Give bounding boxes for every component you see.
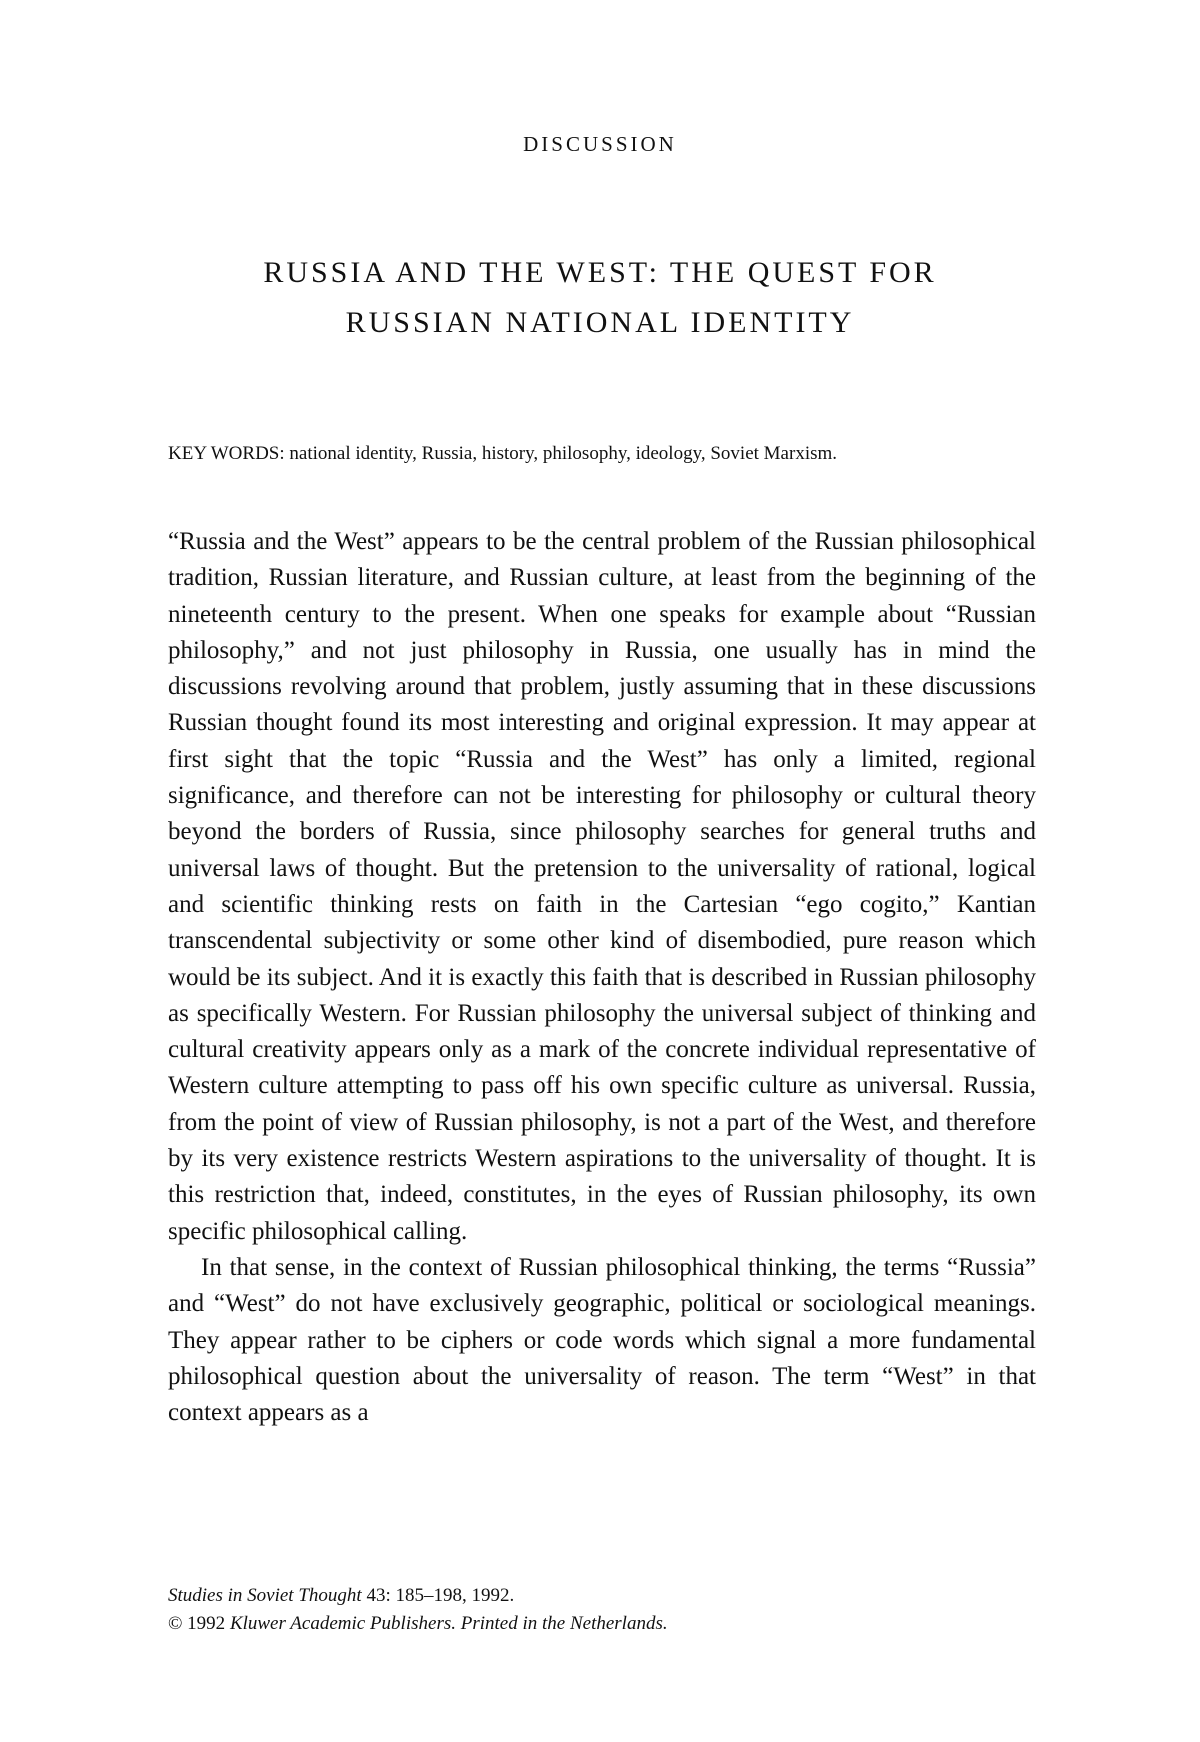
article-title bbox=[0, 248, 1200, 348]
article-title-line-1: RUSSIA AND THE WEST: THE QUEST FOR bbox=[263, 256, 937, 289]
publisher-note: Kluwer Academic Publishers. Printed in the Netherlands. bbox=[229, 1613, 668, 1634]
body-paragraph-1: “Russia and the West” appears to be the central problem of the Russian philosophical tradition, Russian literature, and Russian culture, at least from the beginning of the nineteenth century to the present. When one speaks for example about “Russian philosophy,” and not just philosophy in Russia, one usually has in mind the discussions revolving around that problem, justly assuming that in these discussions Russian thought found its most interesting and original expression. It may appear at first sight that the topic “Russia and the West” has only a limited, regional significance, and therefore can not be interesting for philosophy or cultural theory beyond the borders of Russia, since philosophy searches for general truths and universal laws of thought. But the pretension to the universality of rational, logical and scientific thinking rests on faith in the Cartesian “ego cogito,” Kantian transcendental subjectivity or some other kind of disembodied, pure reason which would be its subject. And it is exactly this faith that is described in Russian philosophy as specifically Western. For Russian philosophy the universal subject of thinking and cultural creativity appears only as a mark of the concrete individual representative of Western culture attempting to pass off his own specific culture as universal. Russia, from the point of view of Russian philosophy, is not a part of the West, and therefore by its very existence restricts Western aspirations to the universality of thought. It is this restriction that, indeed, constitutes, in the eyes of Russian philosophy, its own specific philosophical calling. bbox=[168, 528, 1036, 1245]
journal-citation bbox=[168, 1582, 1048, 1610]
article-body bbox=[168, 524, 1036, 1431]
page-footer bbox=[168, 1582, 1048, 1638]
journal-volume-pages: 43: 185–198, 1992. bbox=[361, 1585, 515, 1606]
journal-name: Studies in Soviet Thought bbox=[168, 1585, 362, 1606]
keywords: KEY WORDS: national identity, Russia, history, philosophy, ideology, Soviet Marxism. bbox=[168, 443, 838, 464]
copyright-symbol: © 1992 bbox=[168, 1613, 230, 1634]
article-title-line-2: RUSSIAN NATIONAL IDENTITY bbox=[345, 306, 855, 339]
section-label: DISCUSSION bbox=[523, 132, 677, 156]
body-paragraph-2: In that sense, in the context of Russian philosophical thinking, the terms “Russia” and “West” do not have exclusively geographic, political or sociological meanings. They appear rather to be ciphers or code words which signal a more fundamental philosophical question about the universality of reason. The term “West” in that context appears as a bbox=[168, 1253, 1036, 1427]
copyright-line bbox=[168, 1610, 1048, 1638]
